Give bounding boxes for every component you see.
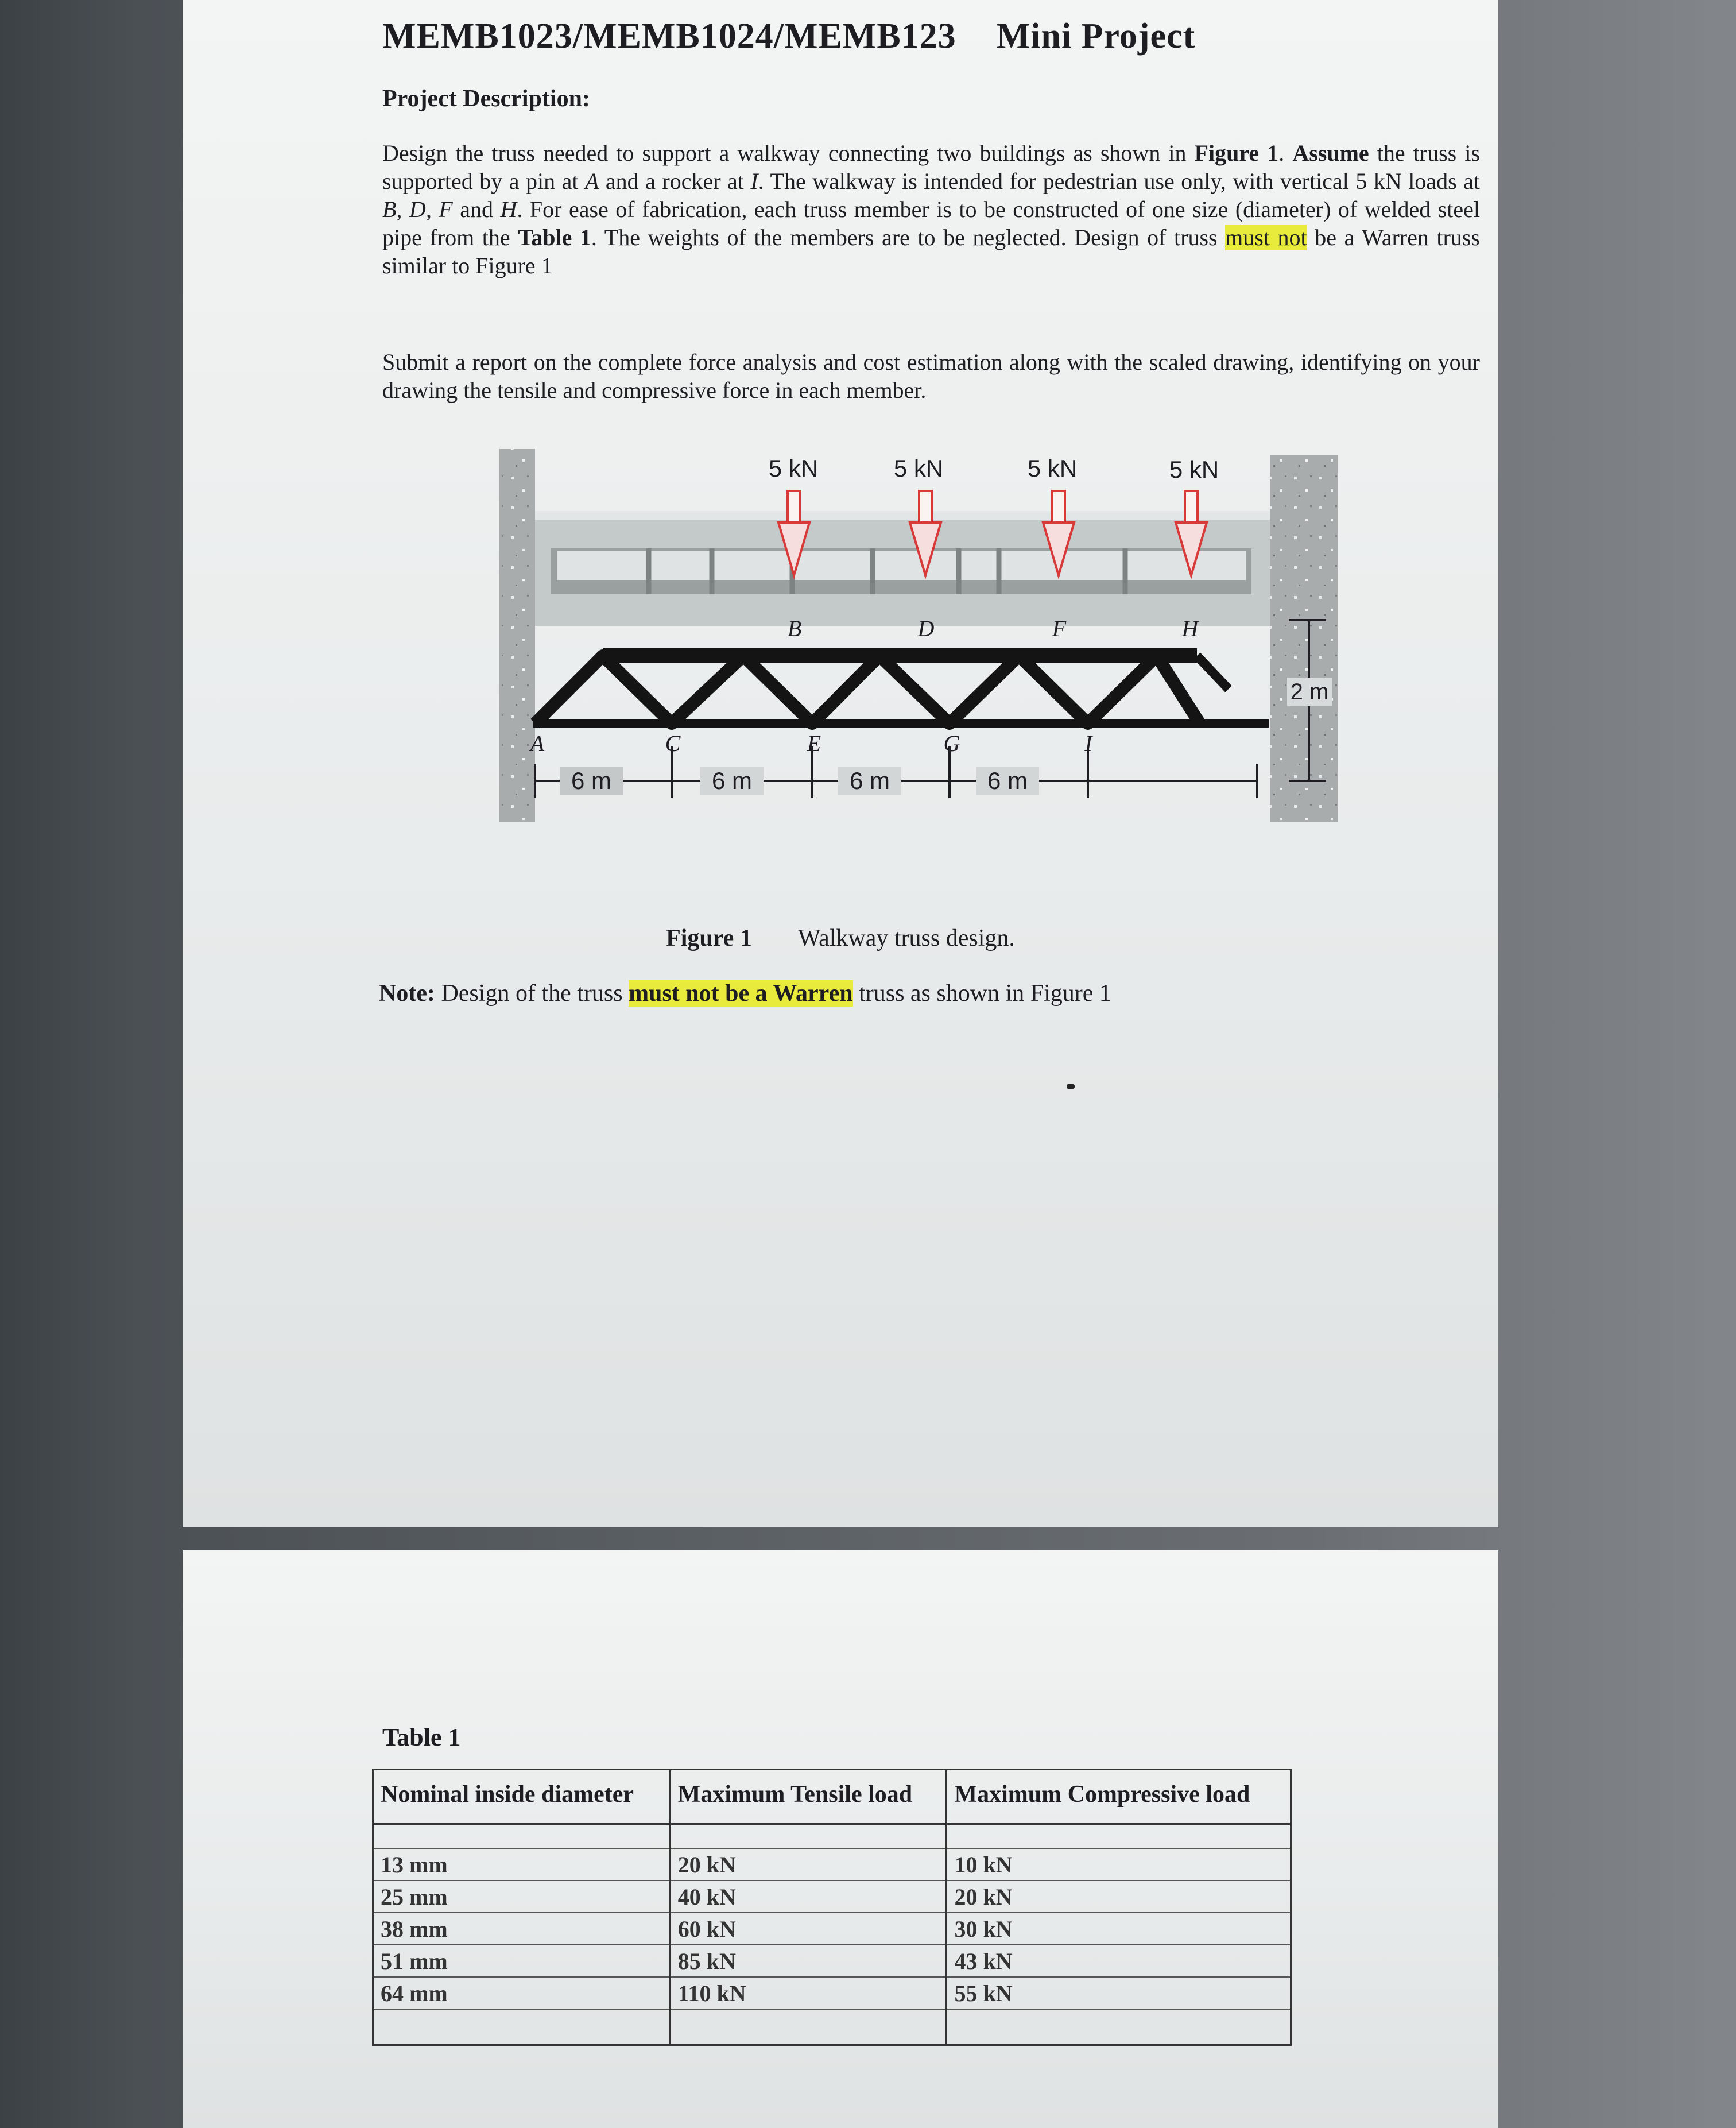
caption-label: Figure 1 <box>666 925 752 951</box>
highlighted-text: must not be a Warren <box>629 980 853 1007</box>
joint-ref: I <box>750 168 758 194</box>
end-diagonal <box>1197 656 1229 689</box>
tensile-cell: 60 kN <box>670 1913 947 1945</box>
text-run: . For ease of fabrication, each truss member is to be constructed of one size (diameter) of welded steel pipe from the <box>382 196 1480 250</box>
project-label: Mini Project <box>996 17 1196 56</box>
compressive-cell: 30 kN <box>947 1913 1291 1945</box>
project-description-paragraph <box>382 139 1480 280</box>
text-run: and a rocker at <box>599 168 751 194</box>
text-run: . <box>1278 140 1293 166</box>
truss <box>533 656 1269 723</box>
document-title <box>382 16 1195 57</box>
load-label-h: 5 kN <box>1169 456 1219 483</box>
table-title: Table 1 <box>382 1723 461 1751</box>
diameter-cell: 13 mm <box>373 1848 671 1881</box>
tensile-cell: 20 kN <box>670 1848 947 1881</box>
text-run: be a Warren truss similar to Figure 1 <box>382 225 1480 278</box>
span-label-2: 6 m <box>711 767 753 794</box>
compressive-cell: 10 kN <box>947 1848 1291 1881</box>
diameter-cell: 38 mm <box>373 1913 671 1945</box>
highlighted-text: must not <box>1225 225 1307 250</box>
left-building <box>499 449 535 822</box>
text-run: the truss is supported by a pin at <box>382 140 1481 194</box>
tensile-cell: 40 kN <box>670 1881 947 1913</box>
header-tensile: Maximum Tensile load <box>670 1770 947 1824</box>
height-label: 2 m <box>1290 679 1329 705</box>
compressive-cell: 20 kN <box>947 1881 1291 1913</box>
diameter-cell: 64 mm <box>373 1977 671 2009</box>
tensile-cell: 110 kN <box>670 1977 947 2009</box>
joint-ref: B, D, F <box>382 196 453 222</box>
load-label-d: 5 kN <box>893 455 944 482</box>
joint-ref: A <box>584 168 599 194</box>
text-run: truss as shown in Figure 1 <box>852 980 1111 1007</box>
table-row <box>373 1881 1291 1913</box>
text-run: Design the truss needed to support a walkway connecting two buildings as shown in <box>382 140 1195 166</box>
joint-ref: H <box>500 196 517 222</box>
joint-label-e: E <box>807 730 822 756</box>
joint-label-g: G <box>943 730 960 756</box>
table-reference: Table 1 <box>518 225 591 250</box>
diameter-cell: 25 mm <box>373 1881 671 1913</box>
diameter-cell: 51 mm <box>373 1945 671 1977</box>
joint-label-d: D <box>917 616 935 641</box>
text-run: Design of the truss <box>435 980 629 1007</box>
caption-text: Walkway truss design. <box>797 925 1015 951</box>
walkway-truss-figure <box>482 442 1343 833</box>
header-diameter: Nominal inside diameter <box>373 1770 671 1824</box>
screen-speck <box>1067 1084 1075 1089</box>
text-run: . The walkway is intended for pedestrian use only, with vertical 5 kN loads at <box>758 168 1480 194</box>
text-run: and <box>452 196 501 222</box>
warren-web-members <box>535 656 1200 723</box>
header-compressive: Maximum Compressive load <box>947 1770 1291 1824</box>
load-label-f: 5 kN <box>1027 455 1078 482</box>
figure-reference: Figure 1 <box>1194 140 1279 166</box>
joint-label-b: B <box>787 616 802 641</box>
span-label-3: 6 m <box>849 767 890 794</box>
joint-label-f: F <box>1052 616 1067 641</box>
joint-label-c: C <box>665 730 681 756</box>
table-row <box>373 1913 1291 1945</box>
section-heading: Project Description: <box>382 86 590 112</box>
submission-paragraph: Submit a report on the complete force analysis and cost estimation along with the scaled drawing, identifying on your drawing the tensile and compressive force in each member. <box>382 349 1480 403</box>
course-codes: MEMB1023/MEMB1024/MEMB123 <box>382 17 956 56</box>
tensile-cell: 85 kN <box>670 1945 947 1977</box>
note-label: Note: <box>379 980 435 1007</box>
span-label-4: 6 m <box>987 767 1028 794</box>
table-row <box>373 1945 1291 1977</box>
document-page-1 <box>183 0 1498 1527</box>
compressive-cell: 55 kN <box>947 1977 1291 2009</box>
joint-label-h: H <box>1181 616 1199 641</box>
load-label-b: 5 kN <box>768 455 819 482</box>
joint-label-i: I <box>1084 730 1092 756</box>
figure-caption <box>183 924 1498 952</box>
walkway-rail <box>535 511 1270 520</box>
text-run: . The weights of the members are to be neglected. Design of truss <box>591 225 1226 250</box>
walkway-window-glass <box>557 551 1246 580</box>
span-label-1: 6 m <box>571 767 612 794</box>
table-spacer-row <box>373 1824 1291 1849</box>
joint-label-a: A <box>530 730 545 756</box>
pipe-specs-table <box>372 1769 1292 2046</box>
text-run-bold: Assume <box>1292 140 1369 166</box>
compressive-cell: 43 kN <box>947 1945 1291 1977</box>
document-page-2 <box>183 1550 1498 2128</box>
right-building <box>1270 455 1338 822</box>
table-row <box>373 1848 1291 1881</box>
table-empty-row <box>373 2009 1291 2045</box>
note-line <box>379 980 1111 1007</box>
table-header-row <box>373 1770 1291 1824</box>
table-row <box>373 1977 1291 2009</box>
